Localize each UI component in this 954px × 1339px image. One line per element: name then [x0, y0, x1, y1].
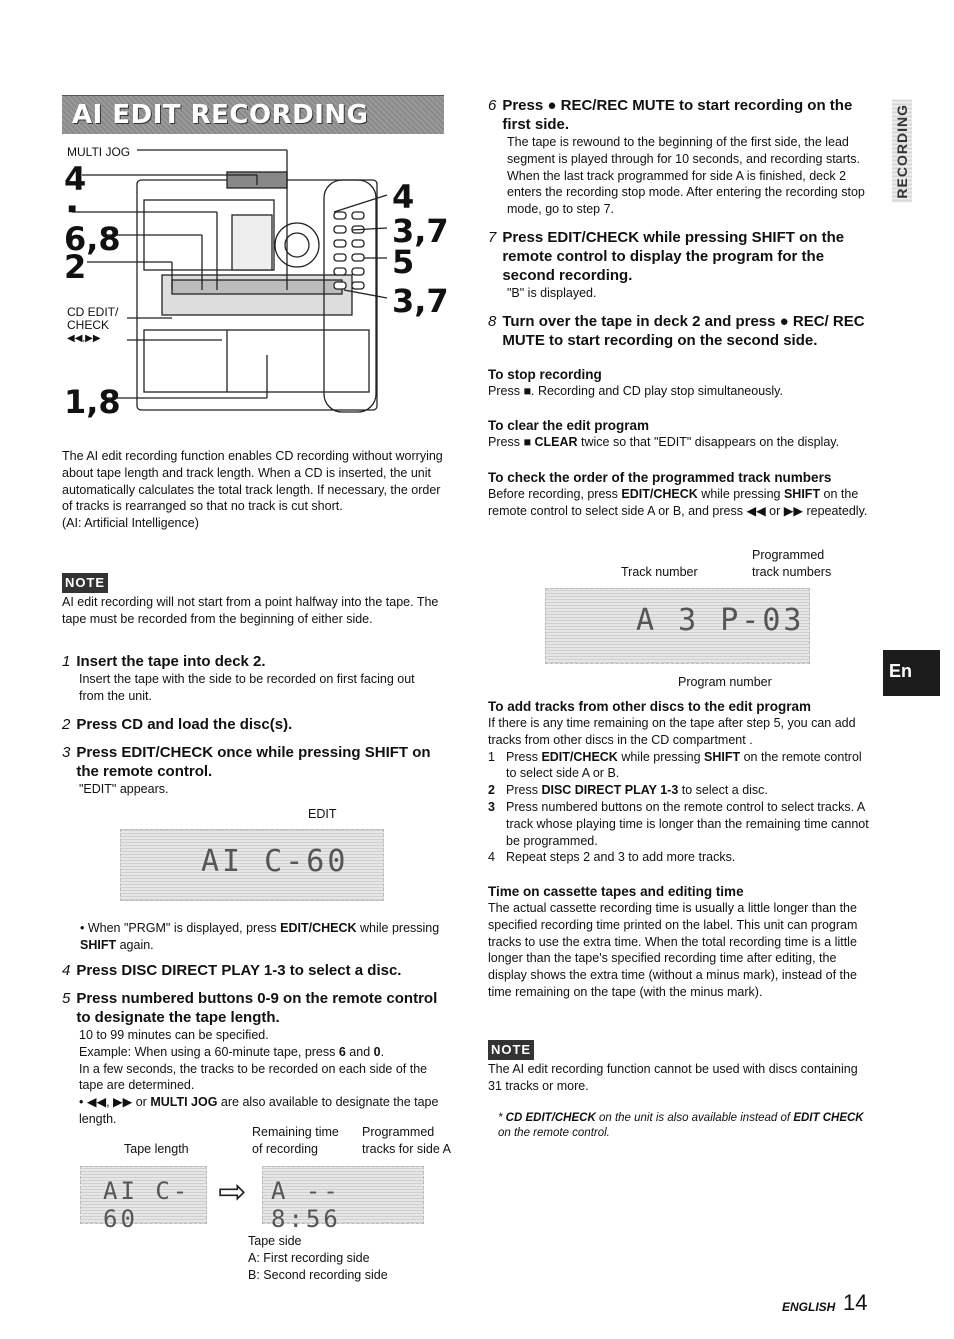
- step-5-title: Press numbered buttons 0-9 on the remote control to designate the tape length.: [76, 990, 438, 1026]
- clear-program-body: [488, 434, 870, 451]
- list-item-text: Press: [506, 783, 542, 798]
- fig-program-number-label: Program number: [678, 675, 772, 689]
- list-item-number: 4: [488, 850, 495, 865]
- step-5-number: 5: [62, 990, 71, 1007]
- list-item-text: on the remote control to select side A or B.: [506, 749, 862, 781]
- step-1-number: 1: [62, 653, 71, 670]
- step-8: [488, 312, 870, 350]
- list-item-number: 1: [488, 749, 495, 764]
- step-2-number: 2: [62, 716, 71, 733]
- step-2-title: Press CD and load the disc(s).: [76, 716, 293, 733]
- step-5-determined: In a few seconds, the tracks to be recorded on each side of the tape are determined.: [79, 1061, 428, 1093]
- list-item-text: Press numbered buttons on the remote control to select tracks. A track whose playing time is longer than the remaining time cannot be programmed.: [506, 799, 869, 848]
- list-item-text: to select a disc.: [678, 783, 768, 798]
- step-2: [62, 715, 443, 734]
- list-item: [488, 799, 870, 849]
- lcd-display-remaining: [262, 1166, 424, 1233]
- clear-program-section: [488, 417, 870, 451]
- cassette-time-body: The actual cassette recording time is usually a little longer than the specified recording time printed on the label. This unit can program tracks to use the extra time. When the total recording time is a little longer than the tape's specified recording time after editing, the display shows the extra time (without a minus mark), instead of the time remaining on the tape (with the minus mark).: [488, 901, 858, 999]
- lcd-tape-length-text: AI C-60: [103, 1177, 191, 1233]
- prgm-bullet-edit-check: EDIT/CHECK: [280, 921, 357, 935]
- step-1-title: Insert the tape into deck 2.: [76, 653, 266, 670]
- clear-text-a: Press: [488, 435, 524, 449]
- section-tab-label: RECORDING: [892, 100, 912, 203]
- step-7-number: 7: [488, 229, 497, 246]
- list-item: [488, 749, 870, 783]
- callout-6-8: 6,8: [64, 220, 121, 258]
- list-item-number: 2: [488, 783, 495, 798]
- step-8-number: 8: [488, 313, 497, 330]
- cassette-time-title: Time on cassette tapes and editing time: [488, 884, 744, 899]
- footnote-text-c: on the unit is also available instead of: [595, 1112, 794, 1124]
- stop-recording-title: To stop recording: [488, 367, 602, 382]
- note-badge-2: NOTE: [488, 1040, 534, 1060]
- multijog-bold: MULTI JOG: [150, 1095, 218, 1110]
- lcd-display-tape-length: [80, 1166, 207, 1233]
- footnote-asterisk: *: [498, 1112, 506, 1124]
- step-3: [62, 743, 443, 798]
- intro-paragraph: [62, 448, 443, 532]
- check-order-body: [488, 486, 870, 520]
- step-7-title: Press EDIT/CHECK while pressing SHIFT on the remote control to display the program for the second recording.: [502, 229, 845, 284]
- callout-right-3-7b: 3,7: [392, 282, 449, 320]
- clear-text-c: twice so that "EDIT" disappears on the display.: [577, 435, 840, 449]
- step-1-body: Insert the tape with the side to be recorded on first facing out from the unit.: [79, 672, 415, 703]
- step-3-number: 3: [62, 744, 71, 761]
- tape-side-title: Tape side: [248, 1234, 302, 1248]
- callout-right-4: 4: [392, 178, 415, 216]
- add-tracks-section: [488, 698, 870, 866]
- stop-text-a: Press: [488, 384, 524, 398]
- step-4: [62, 961, 443, 980]
- step-5-example: [79, 1044, 443, 1061]
- check-label: CHECK: [67, 318, 110, 332]
- step-4-number: 4: [62, 962, 71, 979]
- multi-jog-label: MULTI JOG: [67, 145, 131, 159]
- list-item-number: 3: [488, 799, 495, 814]
- cd-edit-label: CD EDIT/: [67, 305, 119, 319]
- list-item-text: Press: [506, 749, 542, 764]
- skip-arrows-label: ◀◀,▶▶: [67, 333, 101, 344]
- remaining-time-label: Remaining time of recording: [252, 1125, 339, 1156]
- check-edit-check: EDIT/CHECK: [621, 487, 698, 501]
- page-number: 14: [843, 1290, 868, 1315]
- step-6-number: 6: [488, 97, 497, 114]
- callout-2: 2: [64, 248, 87, 286]
- footnote: [488, 1111, 870, 1141]
- step-1: [62, 652, 443, 705]
- list-item: [488, 849, 870, 866]
- callout-right-5: 5: [392, 243, 415, 281]
- step-8-title: Turn over the tape in deck 2 and press ● REC/ REC MUTE to start recording on the second side.: [502, 313, 865, 349]
- check-order-section: [488, 469, 870, 520]
- intro-text: The AI edit recording function enables CD recording without worrying about tape length and track length. When a CD is inserted, the unit automatically calculates the total track length. If necessary, the order of tracks is rearranged so that no track is cut short.: [62, 449, 443, 514]
- example-text-a: Example: When using a 60-minute tape, press: [79, 1044, 339, 1059]
- prgm-bullet: [80, 920, 443, 954]
- add-tracks-intro: If there is any time remaining on the tape after step 5, you can add tracks from other discs in the CD compartment .: [488, 716, 856, 747]
- add-tracks-title: To add tracks from other discs to the edit program: [488, 699, 812, 714]
- list-item-bold: DISC DIRECT PLAY 1-3: [541, 783, 679, 798]
- tape-side-a: A: First recording side: [248, 1250, 370, 1265]
- prgm-bullet-text-e: again.: [116, 937, 154, 952]
- add-tracks-list: [488, 749, 870, 867]
- list-item: [488, 782, 870, 799]
- step-5: [62, 989, 443, 1128]
- step-5-range: 10 to 99 minutes can be specified.: [79, 1028, 269, 1042]
- callout-stop: ■: [68, 200, 77, 216]
- step-6-body: The tape is rewound to the beginning of the first side, the lead segment is played through for 10 seconds, and recording starts. When the last track programmed for side A is finished, deck 2 enters the recording stop mode. After entering the recording stop mode, go to step 7.: [507, 135, 865, 217]
- prgm-bullet-shift: SHIFT: [80, 937, 117, 952]
- lcd-display-program: [545, 588, 810, 664]
- callout-1-8: 1,8: [64, 383, 121, 421]
- check-order-title: To check the order of the programmed track numbers: [488, 470, 832, 485]
- lcd-program-text: A 3 P-03: [636, 603, 805, 638]
- prgm-bullet-text-a: • When "PRGM" is displayed, press: [80, 921, 281, 935]
- example-key-6: 6: [338, 1044, 346, 1059]
- stop-recording-section: [488, 366, 870, 400]
- fig-track-numbers-label: track numbers: [752, 565, 832, 579]
- footnote-text-e: on the remote control.: [498, 1127, 610, 1139]
- tape-side-b: B: Second recording side: [248, 1267, 388, 1282]
- clear-program-title: To clear the edit program: [488, 418, 650, 433]
- check-text-c: while pressing: [697, 487, 784, 501]
- language-tab-label: En: [889, 661, 913, 681]
- note-2-text: The AI edit recording function cannot be used with discs containing 31 tracks or more.: [488, 1062, 858, 1093]
- step-7-body: "B" is displayed.: [507, 286, 597, 300]
- example-text-c: and: [345, 1044, 374, 1059]
- step-6-title: Press ● REC/REC MUTE to start recording on the first side.: [502, 97, 853, 133]
- step-3-title: Press EDIT/CHECK once while pressing SHIFT on the remote control.: [76, 744, 431, 780]
- step-3-body: "EDIT" appears.: [79, 782, 169, 796]
- step-6: [488, 96, 870, 218]
- example-text-e: .: [380, 1044, 385, 1059]
- title-banner: [62, 95, 444, 134]
- list-item-bold: SHIFT: [704, 749, 741, 764]
- check-text-e: on the remote control to select side A or B, and press ◀◀ or ▶▶ repeatedly.: [488, 487, 868, 518]
- list-item-bold: EDIT/CHECK: [541, 749, 618, 764]
- section-tab-recording: [880, 100, 920, 210]
- stop-text-c: . Recording and CD play stop simultaneously.: [531, 384, 783, 398]
- note-1-text: AI edit recording will not start from a point halfway into the tape. The tape must be recorded from the beginning of either side.: [62, 595, 439, 626]
- page-title: AI EDIT RECORDING: [72, 100, 369, 130]
- callout-right-3-7a: 3,7: [392, 212, 449, 250]
- footer-language: ENGLISH: [782, 1300, 836, 1314]
- fig-programmed-label: Programmed: [752, 548, 825, 562]
- stop-recording-body: [488, 383, 870, 400]
- fig-track-number-label: Track number: [621, 565, 698, 579]
- tape-length-label: Tape length: [124, 1142, 189, 1156]
- lcd-edit-text: AI C-60: [201, 844, 349, 879]
- edit-indicator-label: EDIT: [308, 807, 337, 821]
- intro-ai-note: (AI: Artificial Intelligence): [62, 516, 199, 531]
- arrow-right-icon: ⇨: [218, 1173, 247, 1211]
- list-item-text: while pressing: [617, 749, 704, 764]
- clear-key: ■ CLEAR: [523, 435, 578, 449]
- step-7: [488, 228, 870, 302]
- stop-icon: ■: [523, 384, 531, 398]
- cassette-time-section: [488, 883, 870, 1001]
- note-badge-1: NOTE: [62, 573, 108, 593]
- list-item-text: Repeat steps 2 and 3 to add more tracks.: [506, 850, 736, 865]
- unit-diagram: [62, 140, 449, 430]
- example-key-0: 0: [373, 1044, 381, 1059]
- tape-side-legend: [248, 1233, 448, 1283]
- lcd-display-edit: [120, 829, 384, 901]
- language-tab: [883, 650, 940, 696]
- multijog-text-c: are also available to designate the tape length.: [79, 1095, 439, 1126]
- multijog-text-a: • ◀◀, ▶▶ or: [79, 1095, 151, 1110]
- footnote-bold-a: CD EDIT/CHECK: [505, 1112, 596, 1124]
- lcd-remaining-text: A -- 8:56: [271, 1177, 341, 1233]
- programmed-side-a-label: Programmed tracks for side A: [362, 1125, 451, 1156]
- footnote-bold-d: EDIT CHECK: [793, 1112, 864, 1124]
- check-shift: SHIFT: [783, 487, 821, 501]
- step-4-title: Press DISC DIRECT PLAY 1-3 to select a disc.: [76, 962, 402, 979]
- prgm-bullet-text-c: while pressing: [356, 921, 440, 935]
- step-5-multijog: [79, 1094, 443, 1128]
- callout-4: 4: [64, 160, 87, 198]
- check-text-a: Before recording, press: [488, 487, 622, 501]
